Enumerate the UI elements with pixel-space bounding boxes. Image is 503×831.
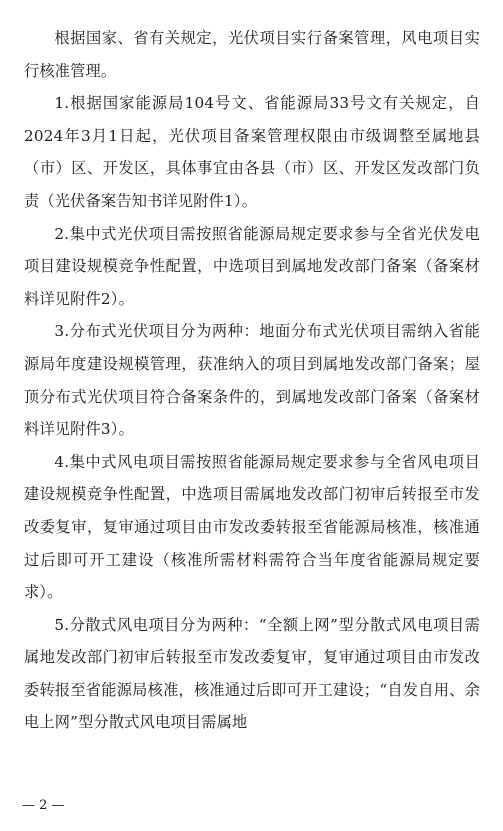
paragraph-item-4: 4.集中式风电项目需按照省能源局规定要求参与全省风电项目建设规模竞争性配置，中选项目需属地发改部门初审后转报至市发改委复审，复审通过项目由市发改委转报至省能源局核准，核准通过后即可开工建设（核准所需材料需符合当年度省能源局规定要求）。 bbox=[24, 452, 480, 602]
paragraph-item-2: 2.集中式光伏项目需按照省能源局规定要求参与全省光伏发电项目建设规模竞争性配置，中选项目到属地发改部门备案（备案材料详见附件2）。 bbox=[24, 224, 480, 308]
paragraph-item-1: 1.根据国家能源局104号文、省能源局33号文有关规定，自2024年3月1日起，光伏项目备案管理权限由市级调整至属地县（市）区、开发区，具体事宜由各县（市）区、开发区发改部门负责（光伏备案告知书详见附件1）。 bbox=[24, 94, 480, 210]
paragraph-item-3: 3.分布式光伏项目分为两种：地面分布式光伏项目需纳入省能源局年度建设规模管理，获准纳入的项目到属地发改部门备案；屋顶分布式光伏项目符合备案条件的，到属地发改部门备案（备案材料详见附件3）。 bbox=[24, 322, 480, 439]
document-body bbox=[24, 22, 480, 739]
page-number: — 2 — bbox=[22, 798, 65, 813]
paragraph-intro: 根据国家、省有关规定，光伏项目实行备案管理，风电项目实行核准管理。 bbox=[24, 29, 480, 80]
paragraph-item-5: 5.分散式风电项目分为两种：“全额上网”型分散式风电项目需属地发改部门初审后转报至市发改委复审，复审通过项目由市发改委转报至省能源局核准，核准通过后即可开工建设；“自发自用、余电上网”型分散式风电项目需属地 bbox=[24, 615, 480, 732]
